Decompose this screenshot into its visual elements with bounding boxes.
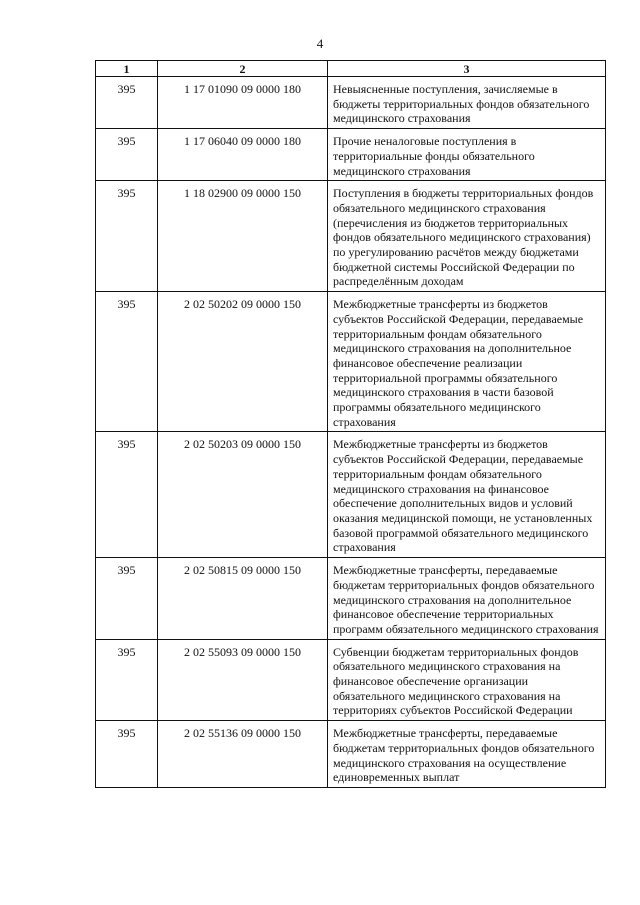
table-row xyxy=(96,129,606,181)
income-name-cell: Прочие неналоговые поступления в территориальные фонды обязательного медицинского страхования xyxy=(328,129,606,181)
income-code-cell: 2 02 50202 09 0000 150 xyxy=(158,292,328,432)
admin-code-cell: 395 xyxy=(96,558,158,640)
income-name-cell: Межбюджетные трансферты из бюджетов субъектов Российской Федерации, передаваемые территориальным фондам обязательного медицинского страхования на дополнительное финансовое обеспечение реализации территориальной программы обязательного медицинского страхования в части базовой программы обязательного медицинского страхования xyxy=(328,292,606,432)
income-name-cell: Невыясненные поступления, зачисляемые в бюджеты территориальных фондов обязательного медицинского страхования xyxy=(328,77,606,129)
admin-code-cell: 395 xyxy=(96,129,158,181)
table-row xyxy=(96,558,606,640)
income-code-cell: 2 02 50815 09 0000 150 xyxy=(158,558,328,640)
income-name-cell: Поступления в бюджеты территориальных фондов обязательного медицинского страхования (перечисления из бюджетов территориальных фондов обязательного медицинского страхования) по урегулированию расчётов между бюджетами бюджетной системы Российской Федерации по распределённым доходам xyxy=(328,181,606,292)
table-row xyxy=(96,181,606,292)
header-col-2: 2 xyxy=(158,61,328,77)
header-col-3: 3 xyxy=(328,61,606,77)
admin-code-cell: 395 xyxy=(96,77,158,129)
table-row xyxy=(96,292,606,432)
income-name-cell: Межбюджетные трансферты из бюджетов субъектов Российской Федерации, передаваемые территориальным фондам обязательного медицинского страхования на финансовое обеспечение дополнительных видов и условий оказания медицинской помощи, не установленных базовой программой обязательного медицинского страхования xyxy=(328,432,606,558)
income-name-cell: Межбюджетные трансферты, передаваемые бюджетам территориальных фондов обязательного медицинского страхования на дополнительное финансовое обеспечение территориальных программ обязательного медицинского страхования xyxy=(328,558,606,640)
table-row xyxy=(96,721,606,788)
admin-code-cell: 395 xyxy=(96,432,158,558)
table-row xyxy=(96,77,606,129)
table-row xyxy=(96,639,606,721)
admin-code-cell: 395 xyxy=(96,721,158,788)
admin-code-cell: 395 xyxy=(96,639,158,721)
admin-code-cell: 395 xyxy=(96,292,158,432)
income-code-cell: 2 02 55093 09 0000 150 xyxy=(158,639,328,721)
income-name-cell: Межбюджетные трансферты, передаваемые бюджетам территориальных фондов обязательного медицинского страхования на осуществление единовременных выплат xyxy=(328,721,606,788)
table-row xyxy=(96,432,606,558)
income-name-cell: Субвенции бюджетам территориальных фондов обязательного медицинского страхования на финансовое обеспечение организации обязательного медицинского страхования на территориях субъектов Российской Федерации xyxy=(328,639,606,721)
income-code-cell: 1 18 02900 09 0000 150 xyxy=(158,181,328,292)
admin-code-cell: 395 xyxy=(96,181,158,292)
codes-table xyxy=(95,60,606,788)
income-code-cell: 2 02 55136 09 0000 150 xyxy=(158,721,328,788)
income-code-cell: 1 17 01090 09 0000 180 xyxy=(158,77,328,129)
table-header-row xyxy=(96,61,606,77)
page-number: 4 xyxy=(316,36,324,51)
income-code-cell: 1 17 06040 09 0000 180 xyxy=(158,129,328,181)
header-col-1: 1 xyxy=(96,61,158,77)
income-code-cell: 2 02 50203 09 0000 150 xyxy=(158,432,328,558)
